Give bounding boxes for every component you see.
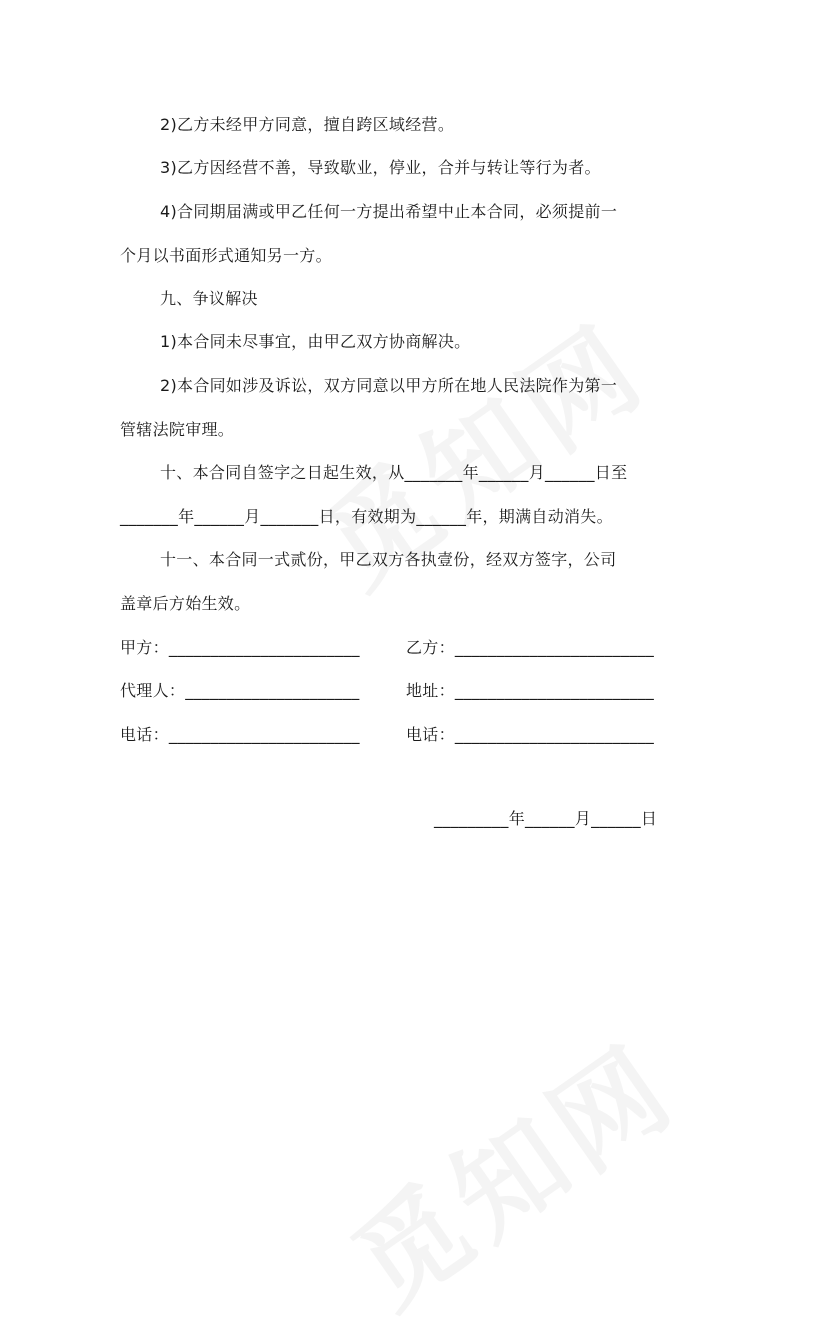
watermark-bottom [317, 1001, 703, 1337]
party-a-field[interactable]: 甲方：_______________________ [120, 638, 360, 657]
dispute-clause-2-continued: 管辖法院审理。 [120, 420, 235, 439]
dispute-clause-1: 1)本合同未尽事宜，由甲乙双方协商解决。 [160, 332, 471, 351]
party-b-field[interactable]: 乙方：________________________ [406, 638, 655, 657]
signing-date-field[interactable]: _________年______月______日 [434, 809, 658, 828]
section-copies-continued: 盖章后方始生效。 [120, 594, 251, 613]
clause-4: 4)合同期届满或甲乙任何一方提出希望中止本合同，必须提前一 [160, 202, 618, 221]
phone-b-field[interactable]: 电话：________________________ [406, 725, 655, 744]
section-copies: 十一、本合同一式贰份，甲乙双方各执壹份，经双方签字，公司 [160, 550, 617, 569]
dispute-clause-2: 2)本合同如涉及诉讼，双方同意以甲方所在地人民法院作为第一 [160, 376, 618, 395]
section-effective-date-continued: _______年______月_______日，有效期为______年，期满自动消失。 [120, 507, 613, 526]
address-field[interactable]: 地址：________________________ [406, 681, 655, 700]
clause-4-continued: 个月以书面形式通知另一方。 [120, 246, 332, 265]
phone-a-field[interactable]: 电话：_______________________ [120, 725, 360, 744]
clause-2: 2)乙方未经甲方同意，擅自跨区域经营。 [160, 115, 455, 134]
section-heading-dispute: 九、争议解决 [160, 289, 258, 308]
section-effective-date: 十、本合同自签字之日起生效，从_______年______月______日至 [160, 463, 628, 482]
agent-field[interactable]: 代理人：_____________________ [120, 681, 360, 700]
clause-3: 3)乙方因经营不善，导致歇业，停业，合并与转让等行为者。 [160, 158, 601, 177]
